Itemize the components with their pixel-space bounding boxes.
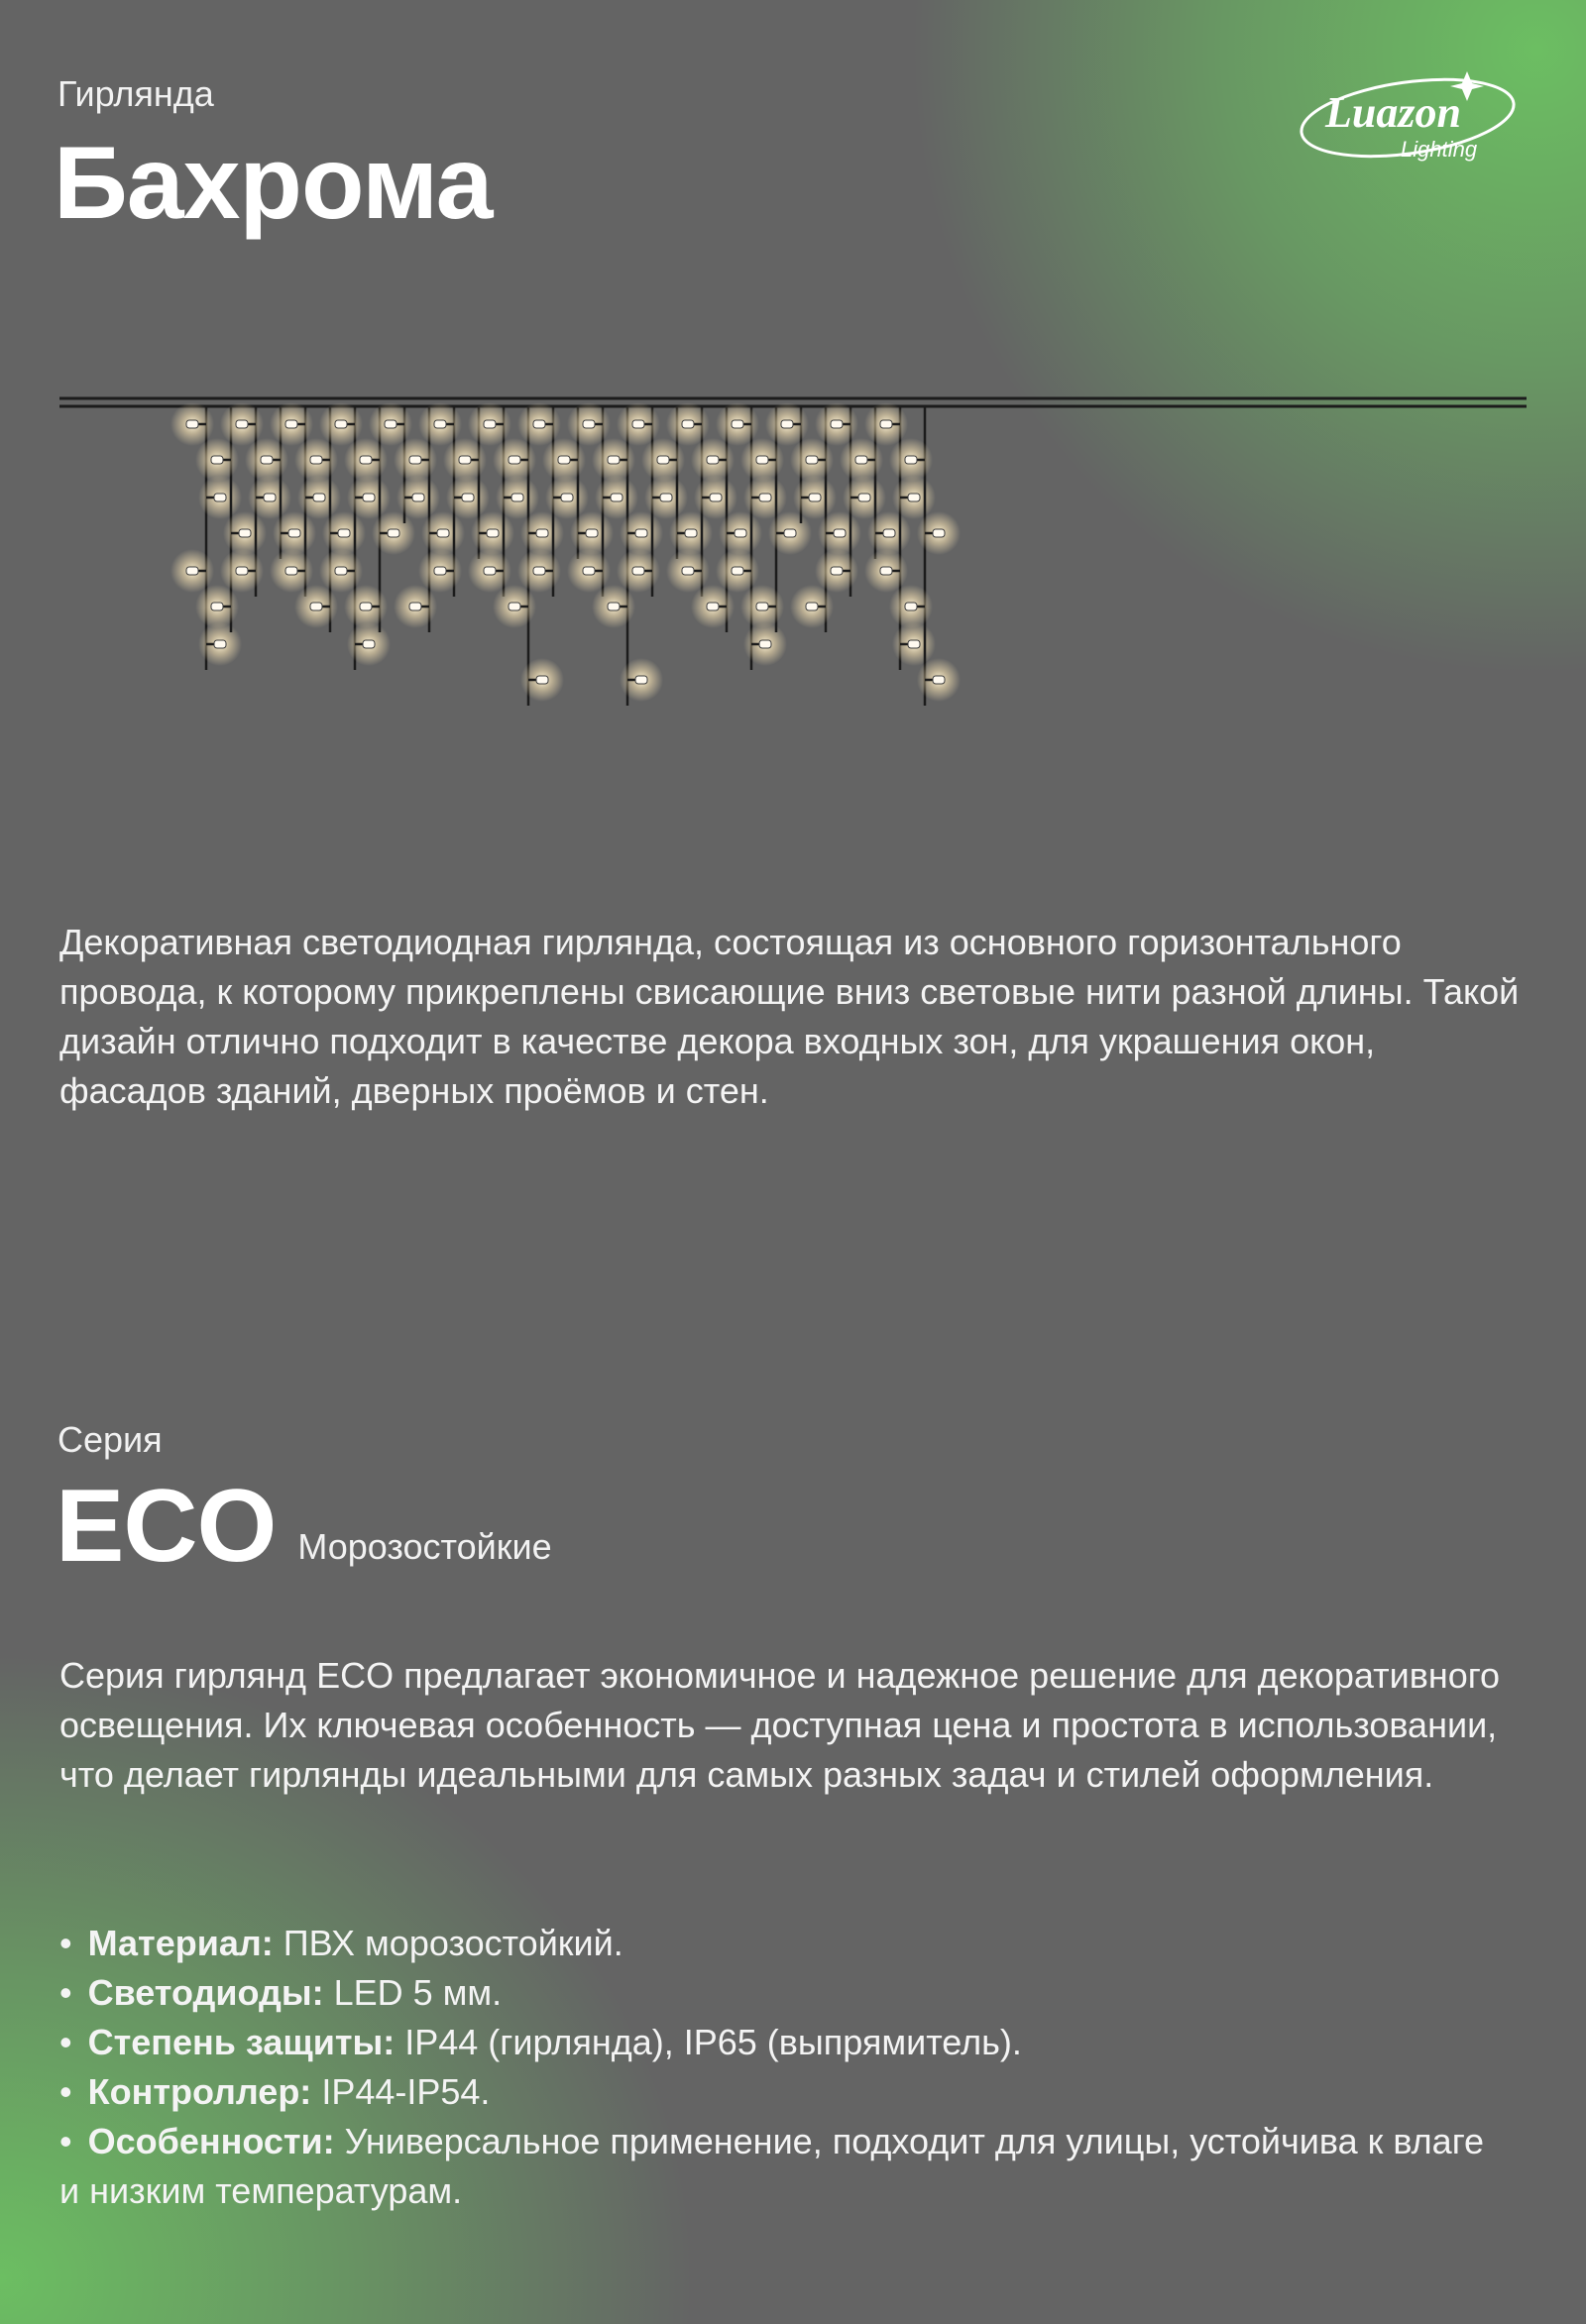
product-title: Бахрома xyxy=(54,126,493,241)
led-bulb xyxy=(570,511,614,555)
spec-controller xyxy=(59,2067,1507,2117)
led-bulb xyxy=(542,438,586,482)
led-bulb xyxy=(592,585,635,628)
luazon-lighting-logo xyxy=(1294,61,1531,170)
led-bulb xyxy=(917,511,961,555)
led-bulb xyxy=(545,476,589,519)
led-bulb xyxy=(768,511,812,555)
led-bulb xyxy=(493,585,536,628)
led-bulb xyxy=(322,511,366,555)
led-bulb xyxy=(220,549,264,593)
led-bulb xyxy=(892,476,936,519)
led-bulb xyxy=(198,622,242,666)
logo-brand: Luazon xyxy=(1325,88,1461,137)
led-bulb xyxy=(669,511,713,555)
spec-label: Особенности: xyxy=(87,2121,335,2161)
spec-leds xyxy=(59,1968,1507,2018)
series-heading xyxy=(56,1469,552,1584)
led-bulb xyxy=(843,476,886,519)
led-bulb xyxy=(641,438,685,482)
spec-value: LED 5 мм. xyxy=(333,1972,503,2013)
led-bulb xyxy=(840,438,883,482)
led-bulb xyxy=(468,402,511,446)
led-bulb xyxy=(517,549,561,593)
spec-label: Материал: xyxy=(87,1923,274,1963)
spec-value: Универсальное применение, подходит для улицы, устойчива к влаге и низким температурам. xyxy=(59,2121,1485,2211)
led-bulb xyxy=(496,476,539,519)
led-bulb xyxy=(765,402,809,446)
led-bulb xyxy=(369,402,412,446)
led-bulb xyxy=(793,476,837,519)
spec-value: IP44-IP54. xyxy=(321,2071,491,2112)
led-bulb xyxy=(372,511,415,555)
led-bulb xyxy=(344,585,388,628)
led-bulb xyxy=(347,622,391,666)
led-bulb xyxy=(468,549,511,593)
led-bulb xyxy=(198,476,242,519)
spec-material xyxy=(59,1919,1507,1968)
led-bulb xyxy=(743,622,787,666)
logo-sub: Lighting xyxy=(1401,137,1478,162)
spec-label: Степень защиты: xyxy=(87,2022,396,2062)
fringe-garland-illustration xyxy=(0,377,1586,793)
led-bulb xyxy=(666,402,710,446)
led-bulb xyxy=(270,402,313,446)
led-bulb xyxy=(418,549,462,593)
led-bulb xyxy=(719,511,762,555)
led-bulb xyxy=(347,476,391,519)
specs-list xyxy=(59,1919,1507,2216)
led-bulb xyxy=(666,549,710,593)
led-bulb xyxy=(248,476,291,519)
spec-features xyxy=(59,2117,1507,2216)
led-bulb xyxy=(195,585,239,628)
series-name: ECO xyxy=(56,1469,277,1584)
led-bulb xyxy=(396,476,440,519)
led-bulb xyxy=(394,585,437,628)
led-bulb xyxy=(620,511,663,555)
led-bulb xyxy=(694,476,737,519)
led-bulb xyxy=(294,585,338,628)
series-tagline: Морозостойкие xyxy=(297,1526,552,1567)
led-bulb xyxy=(592,438,635,482)
led-bulb xyxy=(394,438,437,482)
led-bulb xyxy=(471,511,514,555)
led-bulb xyxy=(223,511,267,555)
led-bulb xyxy=(520,658,564,702)
led-bulb xyxy=(446,476,490,519)
led-bulb xyxy=(889,438,933,482)
led-bulb xyxy=(195,438,239,482)
led-bulb xyxy=(620,658,663,702)
led-bulb xyxy=(294,438,338,482)
led-bulb xyxy=(917,658,961,702)
led-bulb xyxy=(344,438,388,482)
led-bulb xyxy=(691,585,735,628)
led-bulb xyxy=(864,402,908,446)
series-description: Серия гирлянд ECO предлагает экономичное и надежное решение для декоративного освещения. Их ключевая особенность — доступная цена и простота в использовании, что делает гирлянды идеальными для самых разных задач и стилей оформления. xyxy=(59,1655,1501,1795)
led-bulb xyxy=(818,511,861,555)
led-bulb xyxy=(691,438,735,482)
led-bulb xyxy=(297,476,341,519)
led-bulb xyxy=(790,585,834,628)
led-bulb xyxy=(617,549,660,593)
led-bulb xyxy=(716,549,759,593)
led-bulb xyxy=(567,402,611,446)
spec-value: ПВХ морозостойкий. xyxy=(283,1923,623,1963)
led-bulb xyxy=(273,511,316,555)
series-label: Серия xyxy=(57,1419,163,1460)
led-bulb xyxy=(740,438,784,482)
led-bulb xyxy=(493,438,536,482)
led-bulb xyxy=(740,585,784,628)
led-bulb xyxy=(170,549,214,593)
product-type: Гирлянда xyxy=(57,73,214,114)
led-bulb xyxy=(270,549,313,593)
led-bulb xyxy=(443,438,487,482)
led-bulb xyxy=(743,476,787,519)
led-bulb xyxy=(867,511,911,555)
led-bulb xyxy=(815,402,858,446)
spec-label: Светодиоды: xyxy=(87,1972,324,2013)
led-bulb xyxy=(418,402,462,446)
led-bulb xyxy=(595,476,638,519)
led-bulb xyxy=(617,402,660,446)
led-bulb xyxy=(421,511,465,555)
led-bulb xyxy=(889,585,933,628)
led-bulb xyxy=(567,549,611,593)
led-bulb xyxy=(319,549,363,593)
led-bulb xyxy=(815,549,858,593)
led-bulb xyxy=(245,438,288,482)
spec-label: Контроллер: xyxy=(87,2071,312,2112)
led-bulb xyxy=(892,622,936,666)
product-description: Декоративная светодиодная гирлянда, состоящая из основного горизонтального провода, к которому прикреплены свисающие вниз световые нити разной длины. Такой дизайн отлично подходит в качестве декора входных зон, для украшения окон, фасадов зданий, дверных проёмов и стен. xyxy=(59,922,1520,1111)
led-bulb xyxy=(220,402,264,446)
led-bulb xyxy=(517,402,561,446)
led-bulb xyxy=(790,438,834,482)
led-bulb xyxy=(520,511,564,555)
led-bulb xyxy=(864,549,908,593)
spec-value: IP44 (гирлянда), IP65 (выпрямитель). xyxy=(404,2022,1022,2062)
led-bulb xyxy=(170,402,214,446)
led-bulb xyxy=(716,402,759,446)
led-bulb xyxy=(319,402,363,446)
spec-protection xyxy=(59,2018,1507,2067)
led-bulb xyxy=(644,476,688,519)
